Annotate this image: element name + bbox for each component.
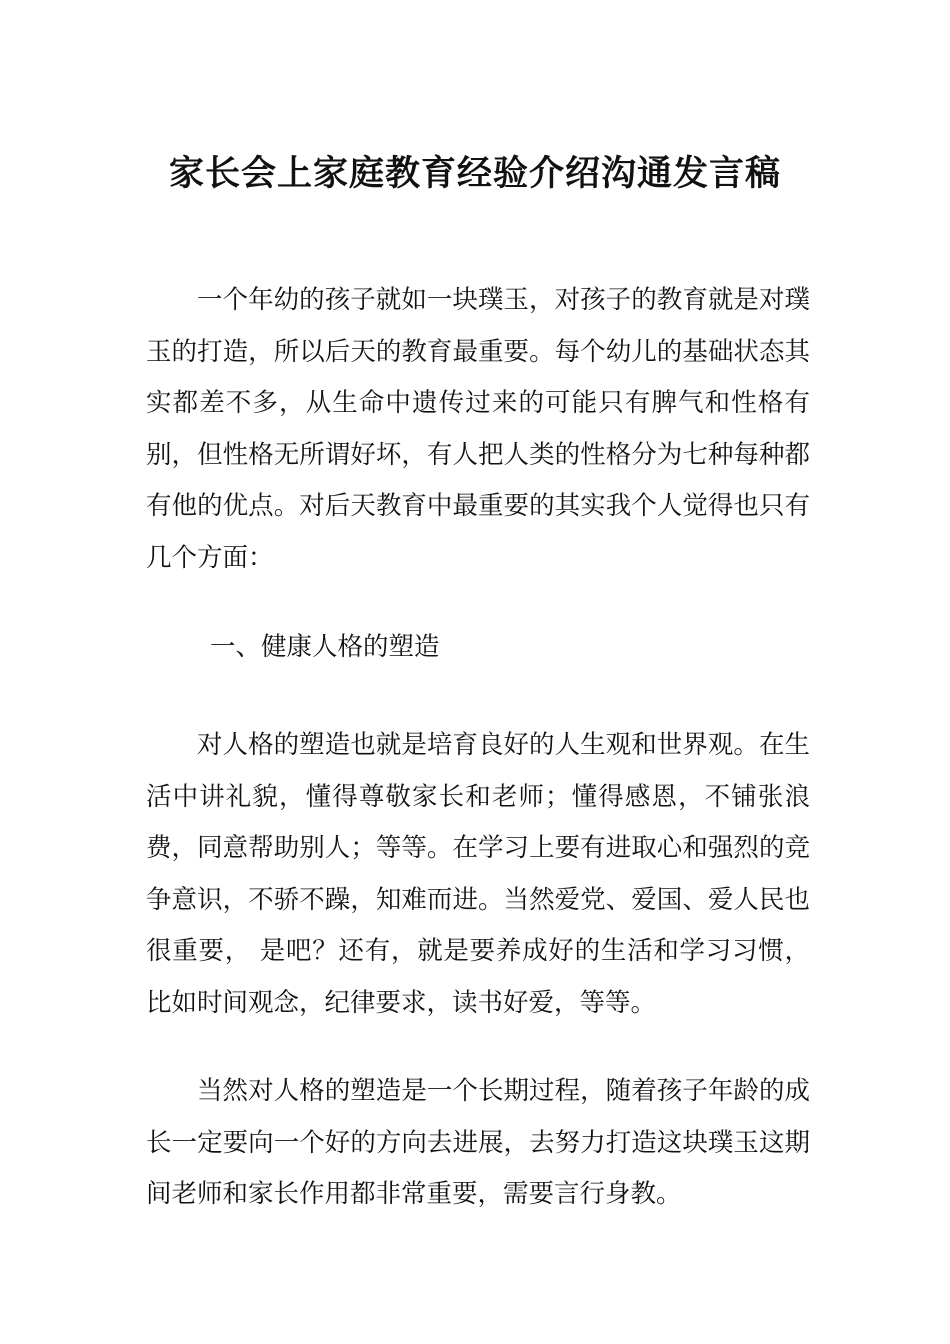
paragraph-personality: 对人格的塑造也就是培育良好的人生观和世界观。在生活中讲礼貌，懂得尊敬家长和老师；懂得感恩，不铺张浪费，同意帮助别人；等等。在学习上要有进取心和强烈的竞争意识，不骄不躁，知难而进。当然爱党、爱国、爱人民也很重要， 是吧？还有，就是要养成好的生活和学习习惯，比如时间观念，纪律要求，读书好爱，等等。: [146, 730, 810, 1018]
paragraph-intro: 一个年幼的孩子就如一块璞玉，对孩子的教育就是对璞玉的打造，所以后天的教育最重要。每个幼儿的基础状态其实都差不多，从生命中遗传过来的可能只有脾气和性格有别，但性格无所谓好坏，有人把人类的性格分为七种每种都有他的优点。对后天教育中最重要的其实我个人觉得也只有几个方面：: [146, 285, 810, 573]
document-title: 家长会上家庭教育经验介绍沟通发言稿: [168, 154, 781, 195]
section-heading-personality: 一、健康人格的塑造: [210, 632, 440, 662]
paragraph-long-process: 当然对人格的塑造是一个长期过程，随着孩子年龄的成长一定要向一个好的方向去进展，去努力打造这块璞玉这期间老师和家长作用都非常重要，需要言行身教。: [146, 1076, 810, 1209]
